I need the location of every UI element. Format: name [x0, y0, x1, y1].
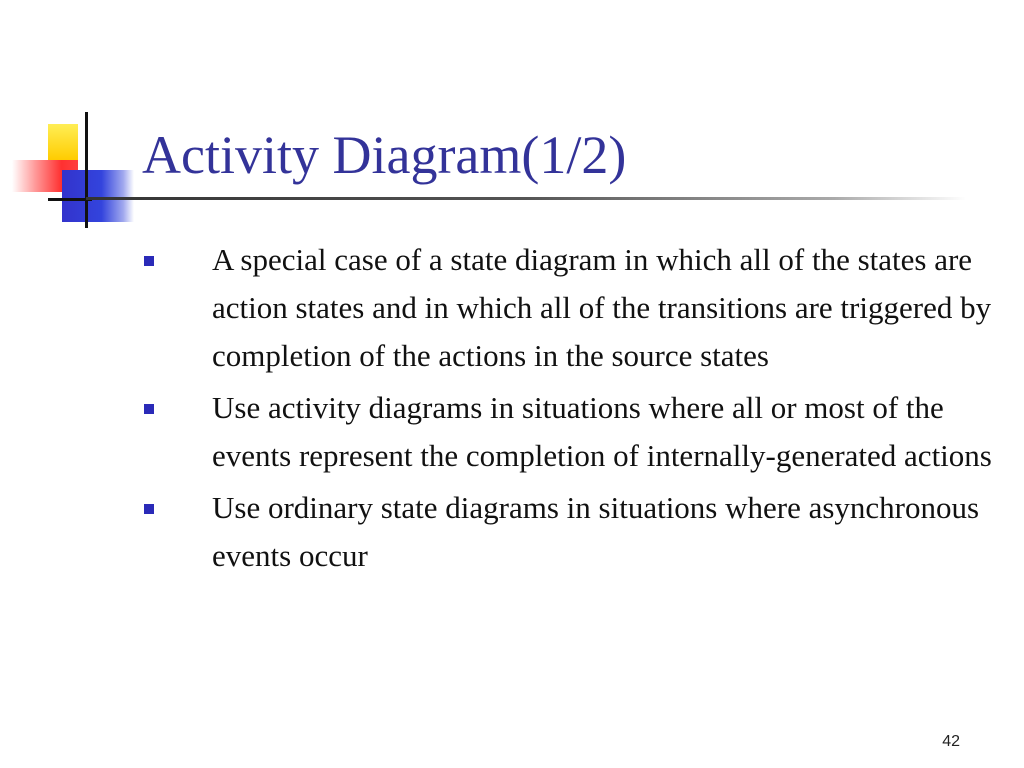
bullet-item	[144, 484, 1004, 580]
square-bullet-icon	[144, 504, 154, 514]
logo-yellow-highlight	[48, 124, 78, 160]
page-number: 42	[942, 733, 960, 750]
bullet-text: A special case of a state diagram in which all of the states are action states and in which all of the transitions are triggered by completion of the actions in the source states	[212, 242, 992, 373]
bullet-text: Use ordinary state diagrams in situations where asynchronous events occur	[212, 490, 980, 573]
square-bullet-icon	[144, 404, 154, 414]
bullet-list	[144, 236, 1004, 584]
bullet-text: Use activity diagrams in situations where all or most of the events represent the completion of internally-generated actions	[212, 390, 992, 473]
corner-squares-logo	[0, 0, 150, 240]
logo-blue-square	[62, 170, 134, 222]
logo-vertical-line	[85, 112, 88, 228]
bullet-item	[144, 236, 1004, 380]
bullet-item	[144, 384, 1004, 480]
title-underline	[86, 197, 966, 200]
square-bullet-icon	[144, 256, 154, 266]
slide-title: Activity Diagram(1/2)	[142, 125, 627, 185]
